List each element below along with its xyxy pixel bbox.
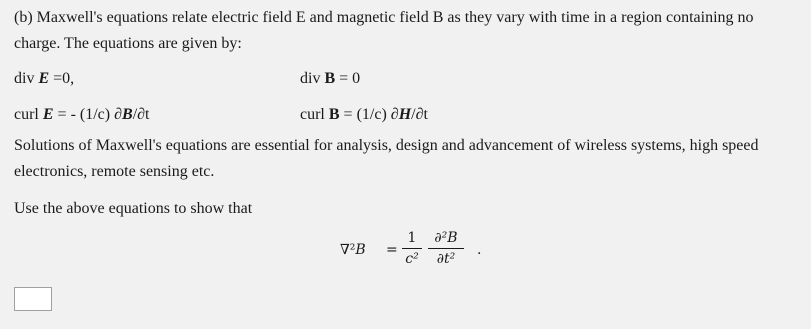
equation-div-b: div B = 0 [300, 70, 361, 87]
formula-equals: = [386, 242, 398, 258]
equation-curl-b: curl B = (1/c) ∂H/∂t [300, 106, 428, 123]
formula-fraction-1: $\frac{1}{\text{c²}}$ [402, 228, 422, 269]
question-intro: (b) Maxwell's equations relate electric field E and magnetic field B as they vary with time in a region containing no charge. The equations are given by: [14, 9, 754, 52]
solutions-paragraph: Solutions of Maxwell's equations are essential for analysis, design and advancement of wireless systems, high speed electronics, remote sensing etc. [14, 137, 759, 180]
equation-curl-e: curl E = - (1/c) ∂B/∂t [14, 106, 150, 123]
answer-input[interactable] [14, 287, 52, 311]
formula-fraction-2: $\frac{\text{∂²B}}{\text{∂t²}}$ [428, 228, 464, 269]
equation-div-e: div E =0, [14, 70, 75, 87]
formula-period: . [477, 242, 482, 258]
instruction-text: Use the above equations to show that [14, 200, 253, 217]
formula-lhs: ∇²B [340, 242, 366, 258]
